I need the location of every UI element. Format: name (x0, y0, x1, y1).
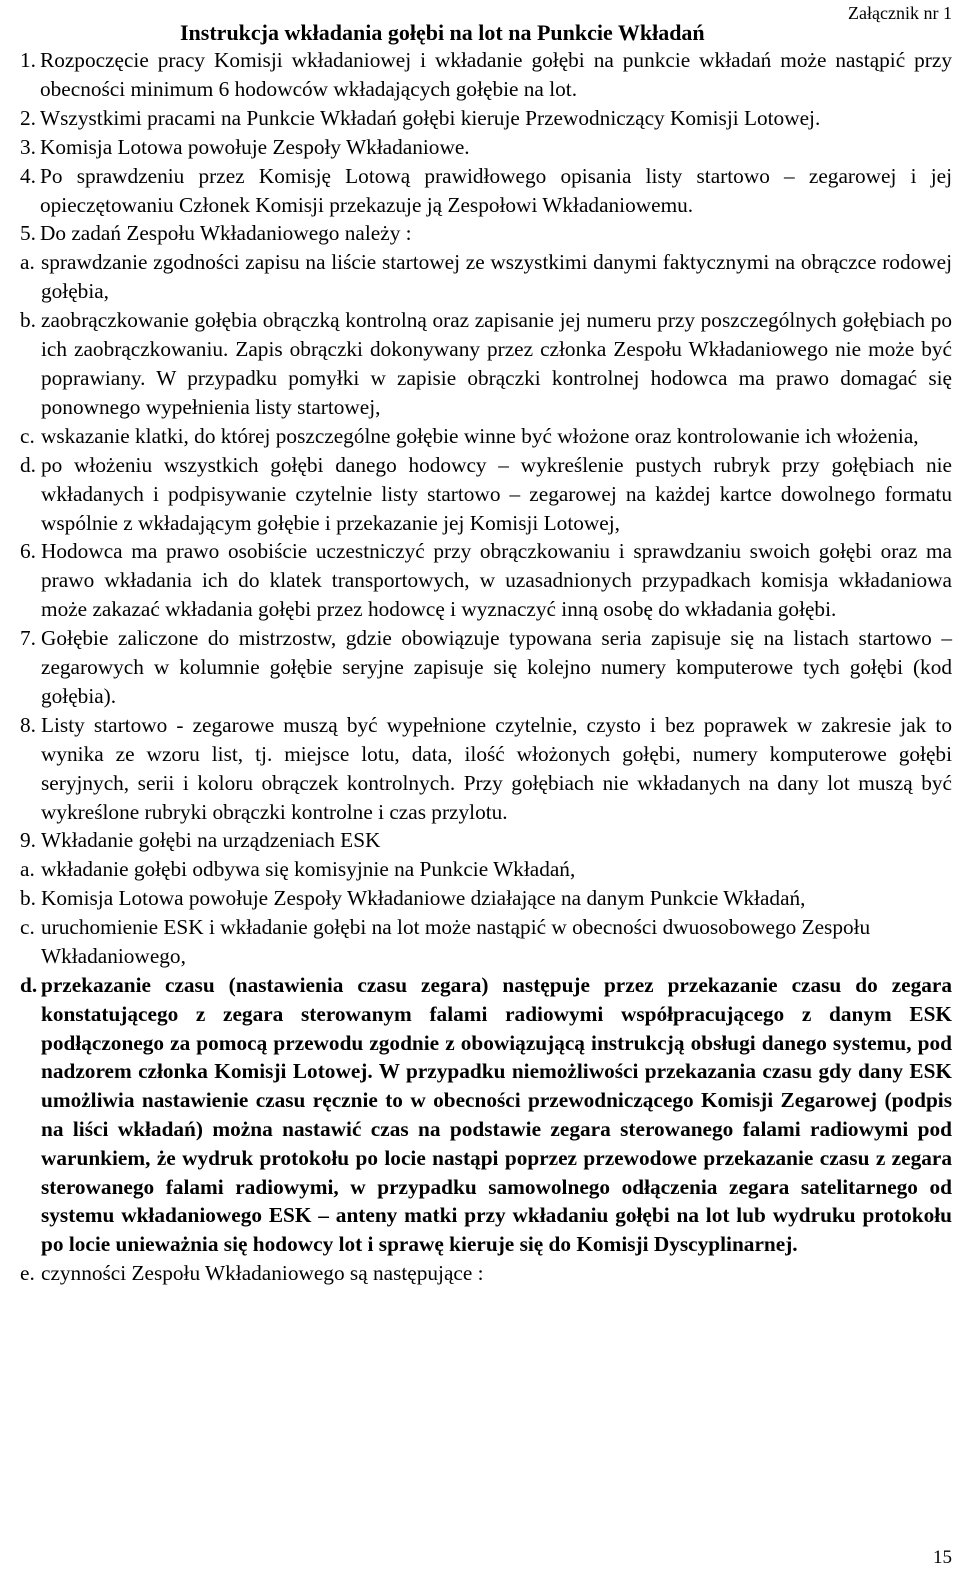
list-item (20, 104, 952, 133)
item-number: 5. (20, 221, 36, 246)
list-item (20, 46, 952, 104)
item-letter: d. (20, 973, 38, 997)
item-letter: b. (20, 308, 36, 333)
item-number: 8. (20, 712, 36, 737)
item-letter: e. (20, 1260, 35, 1285)
item-text: Wszystkimi pracami na Punkcie Wkładań gołębi kieruje Przewodniczący Komisji Lotowej. (40, 105, 821, 130)
item-text: sprawdzanie zgodności zapisu na liście startowej ze wszystkimi danymi faktycznymi na obrączce rodowej gołębia, (41, 250, 952, 304)
item-letter: b. (20, 886, 36, 911)
item-letter: c. (20, 915, 35, 940)
item-number: 1. (20, 48, 36, 72)
item-number: 3. (20, 134, 36, 159)
list-item (20, 306, 952, 422)
list-item (20, 162, 952, 220)
document-body (20, 46, 952, 1288)
item-text: Hodowca ma prawo osobiście uczestniczyć przy obrączkowaniu i sprawdzaniu swoich gołębi oraz ma prawo wkładania ich do klatek transportowych, w uzasadnionych przypadkach komisja wkładaniowa może zakazać wkładania gołębi przez hodowcę i wyznaczyć inną osobę do wkładania gołębi. (41, 539, 952, 622)
item-text: wkładanie gołębi odbywa się komisyjnie na Punkcie Wkładań, (41, 857, 576, 882)
item-letter: a. (20, 250, 35, 275)
list-item (20, 219, 952, 248)
item-text: zaobrączkowanie gołębia obrączką kontrolną oraz zapisanie jej numeru przy poszczególnych gołębiach po ich zaobrączkowaniu. Zapis obrączki dokonywany przez członka Zespołu Wkładaniowego nie może być poprawiany. W przypadku pomyłki w zapisie obrączki kontrolnej hodowca ma prawo domagać się ponownego wypełnienia listy startowej, (41, 308, 952, 419)
item-text: Komisja Lotowa powołuje Zespoły Wkładaniowe działające na danym Punkcie Wkładań, (41, 886, 806, 911)
item-text: Rozpoczęcie pracy Komisji wkładaniowej i wkładanie gołębi na punkcie wkładań może nastąpić przy obecności minimum 6 hodowców wkładających gołębie na lot. (40, 48, 952, 101)
item-letter: a. (20, 857, 35, 882)
item-text: Do zadań Zespołu Wkładaniowego należy : (40, 221, 412, 246)
list-item (20, 624, 952, 711)
list-item (20, 711, 952, 827)
list-item (20, 826, 952, 855)
item-letter: d. (20, 452, 36, 477)
list-item (20, 422, 952, 451)
item-text: Wkładanie gołębi na urządzeniach ESK (41, 828, 381, 853)
list-item-bold (20, 971, 952, 1259)
item-letter: c. (20, 423, 35, 448)
item-text: po włożeniu wszystkich gołębi danego hodowcy – wykreślenie pustych rubryk przy gołębiach nie wkładanych i podpisywanie czytelnie listy startowo – zegarowej na każdej kartce dowolnego formatu wspólnie z wkładającym gołębie i przekazanie jej Komisji Lotowej, (41, 452, 952, 535)
item-text: wskazanie klatki, do której poszczególne gołębie winne być włożone oraz kontrolowanie ich włożenia, (41, 423, 919, 448)
list-item (20, 248, 952, 306)
item-text: Komisja Lotowa powołuje Zespoły Wkładaniowe. (40, 134, 470, 159)
list-item (20, 451, 952, 538)
item-text: Listy startowo - zegarowe muszą być wypełnione czytelnie, czysto i bez poprawek w zakresie jak to wynika ze wzoru list, tj. miejsce lotu, data, ilość włożonych gołębi, numery komputerowe gołębi seryjnych, serii i koloru obrączek kontrolnych. Przy gołębiach nie wkładanych na dany lot muszą być wykreślone rubryki obrączki kontrolne i czas przylotu. (41, 712, 952, 824)
document-title: Instrukcja wkładania gołębi na lot na Punkcie Wkładań (180, 20, 705, 45)
item-number: 7. (20, 626, 36, 651)
item-text: Gołębie zaliczone do mistrzostw, gdzie obowiązuje typowana seria zapisuje się na listach startowo – zegarowych w kolumnie gołębie seryjne zapisuje się kolejno numery komputerowe tych gołębi (kod gołębia). (41, 626, 952, 708)
attachment-label: Załącznik nr 1 (848, 3, 952, 23)
item-number: 6. (20, 539, 36, 564)
item-text: czynności Zespołu Wkładaniowego są następujące : (41, 1260, 484, 1285)
item-text: Po sprawdzeniu przez Komisję Lotową prawidłowego opisania listy startowo – zegarowej i jej opieczętowaniu Członek Komisji przekazuje ją Zespołowi Wkładaniowemu. (40, 163, 952, 217)
list-item (20, 884, 952, 913)
item-number: 2. (20, 105, 36, 130)
item-number: 9. (20, 828, 36, 853)
list-item (20, 913, 952, 971)
page-number: 15 (933, 1547, 952, 1568)
list-item (20, 537, 952, 624)
item-text: uruchomienie ESK i wkładanie gołębi na lot może nastąpić w obecności dwuosobowego Zespołu Wkładaniowego, (41, 915, 871, 969)
list-item (20, 133, 952, 162)
item-number: 4. (20, 163, 36, 188)
list-item (20, 855, 952, 884)
list-item (20, 1259, 952, 1288)
item-text: przekazanie czasu (nastawienia czasu zegara) następuje przez przekazanie czasu do zegara konstatującego z zegara sterowanym falami radiowymi współpracującego z danym ESK podłączonego za pomocą przewodu zgodnie z obowiązującą instrukcją obsługi danego systemu, pod nadzorem członka Komisji Lotowej. W przypadku niemożliwości przekazania czasu gdy dany ESK umożliwia nastawienie czasu ręcznie to w obecności przewodniczącego Komisji Zegarowej (podpis na liści wkładań) można nastawić czas na podstawie zegara sterowanego falami radiowymi pod warunkiem, że wydruk protokołu po locie nastąpi poprzez przewodowe przekazanie czasu z zegara sterowanego falami radiowymi, w przypadku samowolnego odłączenia zegara satelitarnego od systemu wkładaniowego ESK – anteny matki przy wkładaniu gołębi na lot lub wydruku protokołu po locie unieważnia się hodowcy lot i sprawę kieruje się do Komisji Dyscyplinarnej. (41, 973, 952, 1257)
